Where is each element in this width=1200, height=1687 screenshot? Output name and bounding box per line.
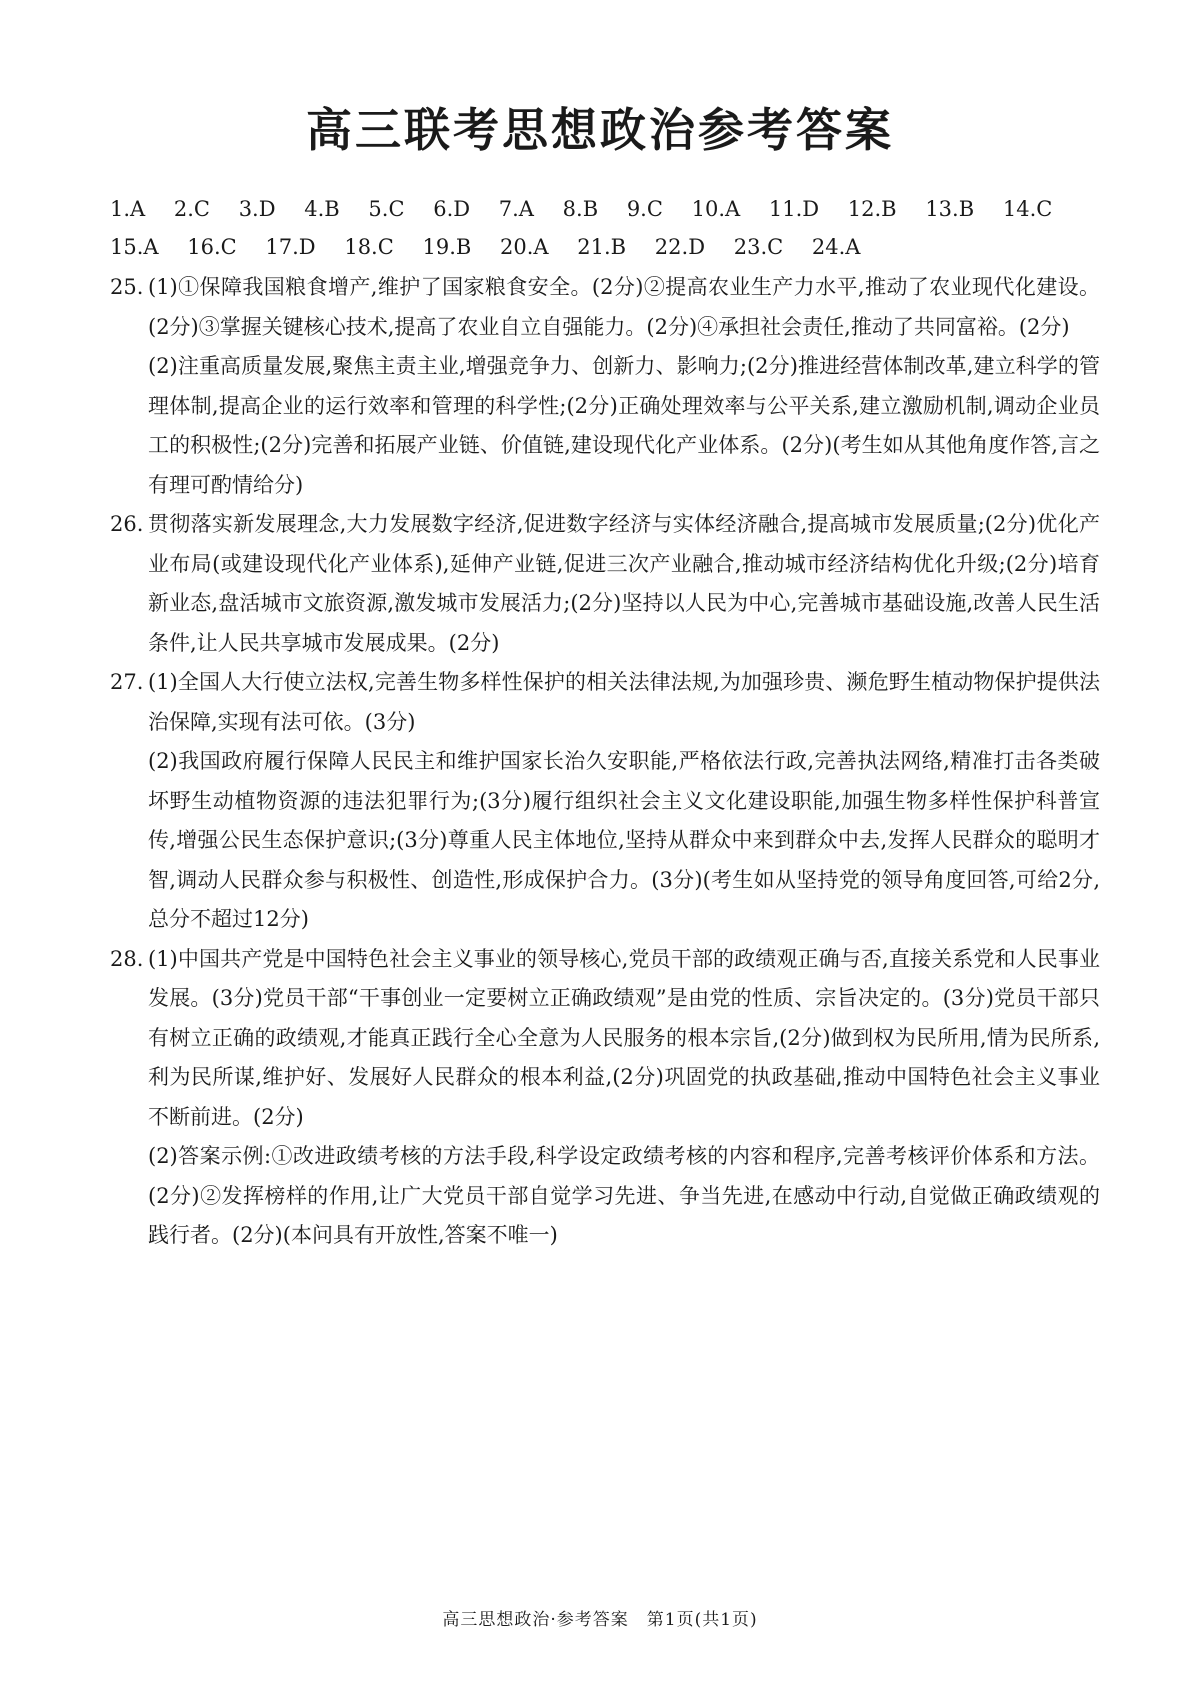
question-part: 贯彻落实新发展理念,大力发展数字经济,促进数字经济与实体经济融合,提高城市发展质量;(2分)优化产业布局(或建设现代化产业体系),延伸产业链,促进三次产业融合,推动城市经济结构优化升级;(2分)培育新业态,盘活城市文旅资源,激发城市发展活力;(2分)坚持以人民为中心,完善城市基础设施,改善人民生活条件,让人民共享城市发展成果。(2分) — [148, 512, 1100, 655]
choice-answer: 24.A — [811, 235, 861, 259]
question-part: (1)①保障我国粮食增产,维护了国家粮食安全。(2分)②提高农业生产力水平,推动了农业现代化建设。(2分)③掌握关键核心技术,提高了农业自立自强能力。(2分)④承担社会责任,推动了共同富裕。(2分) — [148, 275, 1100, 339]
choice-answer: 16.C — [187, 235, 237, 259]
question-25 — [110, 268, 1100, 505]
question-number: 25. — [110, 275, 144, 299]
choice-answer: 20.A — [500, 235, 549, 259]
choice-answer: 23.C — [733, 235, 784, 259]
choice-answers — [110, 190, 1090, 266]
choice-answer: 2.C — [173, 197, 210, 221]
question-part: (2)注重高质量发展,聚焦主责主业,增强竞争力、创新力、影响力;(2分)推进经营体制改革,建立科学的管理体制,提高企业的运行效率和管理的科学性;(2分)正确处理效率与公平关系,建立激励机制,调动企业员工的积极性;(2分)完善和拓展产业链、价值链,建设现代化产业体系。(2分)(考生如从其他角度作答,言之有理可酌情给分) — [148, 354, 1100, 497]
choice-answer: 11.D — [768, 197, 820, 221]
choice-answer: 19.B — [422, 235, 472, 259]
choice-answer: 14.C — [1002, 197, 1053, 221]
choice-answer: 18.C — [344, 235, 394, 259]
choice-answer: 17.D — [265, 235, 316, 259]
question-26 — [110, 505, 1100, 663]
question-number: 27. — [110, 670, 144, 694]
choice-answer: 10.A — [691, 197, 741, 221]
choice-answers-row-1 — [110, 190, 1090, 228]
question-part: (1)全国人大行使立法权,完善生物多样性保护的相关法律法规,为加强珍贵、濒危野生植动物保护提供法治保障,实现有法可依。(3分) — [148, 670, 1100, 734]
choice-answer: 5.C — [368, 197, 405, 221]
page-title: 高三联考思想政治参考答案 — [306, 103, 894, 157]
choice-answer: 21.B — [577, 235, 627, 259]
choice-answer: 22.D — [654, 235, 706, 259]
question-27 — [110, 663, 1100, 940]
choice-answer: 1.A — [110, 197, 146, 221]
choice-answer: 15.A — [110, 235, 159, 259]
open-questions — [110, 268, 1100, 1256]
choice-answer: 12.B — [847, 197, 897, 221]
choice-answers-row-2 — [110, 228, 1090, 266]
page-footer: 高三思想政治·参考答案 第1页(共1页) — [442, 1610, 758, 1630]
choice-answer: 4.B — [304, 197, 340, 221]
question-part: (1)中国共产党是中国特色社会主义事业的领导核心,党员干部的政绩观正确与否,直接关系党和人民事业发展。(3分)党员干部“干事创业一定要树立正确政绩观”是由党的性质、宗旨决定的。(3分)党员干部只有树立正确的政绩观,才能真正践行全心全意为人民服务的根本宗旨,(2分)做到权为民所用,情为民所系,利为民所谋,维护好、发展好人民群众的根本利益,(2分)巩固党的执政基础,推动中国特色社会主义事业不断前进。(2分) — [148, 946, 1100, 1129]
question-part: (2)我国政府履行保障人民民主和维护国家长治久安职能,严格依法行政,完善执法网络,精准打击各类破坏野生动植物资源的违法犯罪行为;(3分)履行组织社会主义文化建设职能,加强生物多样性保护科普宣传,增强公民生态保护意识;(3分)尊重人民主体地位,坚持从群众中来到群众中去,发挥人民群众的聪明才智,调动人民群众参与积极性、创造性,形成保护合力。(3分)(考生如从坚持党的领导角度回答,可给2分,总分不超过12分) — [148, 749, 1100, 931]
question-28 — [110, 940, 1100, 1256]
question-number: 26. — [110, 512, 144, 536]
choice-answer: 8.B — [562, 197, 599, 221]
choice-answer: 9.C — [626, 197, 663, 221]
choice-answer: 3.D — [238, 197, 276, 221]
choice-answer: 6.D — [433, 197, 471, 221]
choice-answer: 7.A — [498, 197, 534, 221]
question-part: (2)答案示例:①改进政绩考核的方法手段,科学设定政绩考核的内容和程序,完善考核评价体系和方法。(2分)②发挥榜样的作用,让广大党员干部自觉学习先进、争当先进,在感动中行动,自觉做正确政绩观的践行者。(2分)(本问具有开放性,答案不唯一) — [148, 1144, 1100, 1247]
question-number: 28. — [110, 946, 144, 971]
choice-answer: 13.B — [925, 197, 975, 221]
